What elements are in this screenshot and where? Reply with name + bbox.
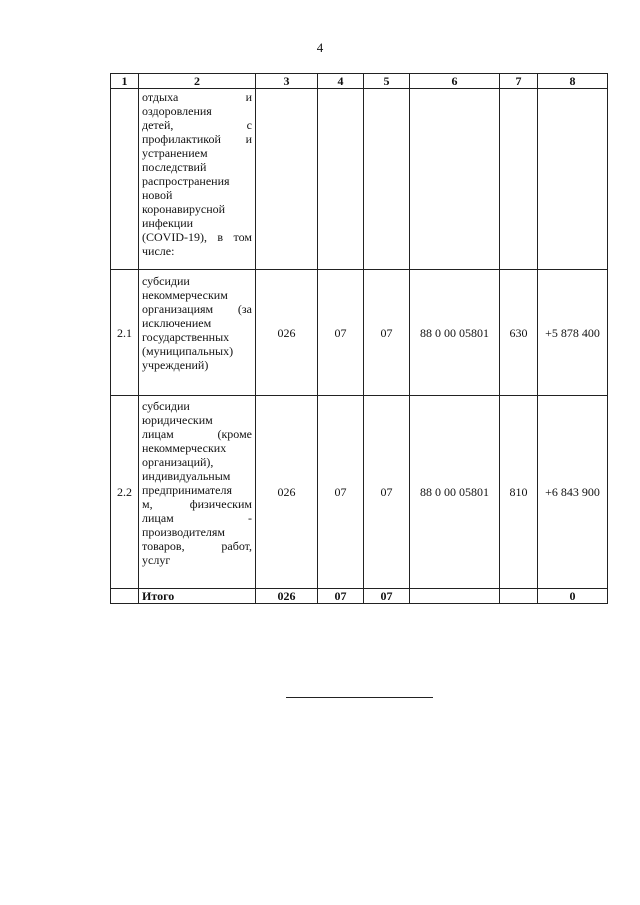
description-line: последствий: [142, 160, 207, 174]
column-header: 8: [538, 74, 608, 89]
header-row: [111, 74, 608, 89]
cell-col5: 07: [364, 270, 410, 396]
description-line: распространения: [142, 174, 230, 188]
table-row: [111, 396, 608, 589]
column-header: 3: [256, 74, 318, 89]
row-description: [139, 89, 256, 270]
description-line: профилактикой и: [142, 132, 252, 146]
row-description: [139, 396, 256, 589]
column-header: 4: [318, 74, 364, 89]
description-line: товаров, работ,: [142, 539, 252, 553]
description-line: юридическим: [142, 413, 213, 427]
description-line: государственных: [142, 330, 230, 344]
column-header: 5: [364, 74, 410, 89]
description-line: инфекции: [142, 216, 194, 230]
description-line: оздоровления: [142, 104, 212, 118]
cell-col5: 07: [364, 396, 410, 589]
cell-col7: 630: [500, 270, 538, 396]
description-line: субсидии: [142, 274, 190, 288]
description-line: производителям: [142, 525, 226, 539]
cell-col4: 07: [318, 589, 364, 604]
table-row-continuation: [111, 89, 608, 270]
cell-col8: [538, 89, 608, 270]
description-line: отдыха и: [142, 90, 252, 104]
cell-col8: 0: [538, 589, 608, 604]
column-header: 2: [139, 74, 256, 89]
description-line: устранением: [142, 146, 208, 160]
description-line: детей, с: [142, 118, 252, 132]
cell-col3: [256, 89, 318, 270]
cell-col4: 07: [318, 396, 364, 589]
cell-col4: 07: [318, 270, 364, 396]
description-line: исключением: [142, 316, 212, 330]
cell-col7: [500, 589, 538, 604]
cell-col6: 88 0 00 05801: [410, 270, 500, 396]
column-header: 6: [410, 74, 500, 89]
row-number: 2.2: [111, 396, 139, 589]
cell-col8: +5 878 400: [538, 270, 608, 396]
row-description: [139, 270, 256, 396]
signature-line: [286, 697, 433, 698]
description-line: коронавирусной: [142, 202, 226, 216]
cell-col5: 07: [364, 589, 410, 604]
cell-col4: [318, 89, 364, 270]
description-line: некоммерческих: [142, 441, 227, 455]
description-line: предпринимателя: [142, 483, 232, 497]
description-line: новой: [142, 188, 173, 202]
description-line: лицам (кроме: [142, 427, 252, 441]
table-row: [111, 270, 608, 396]
cell-col7: 810: [500, 396, 538, 589]
cell-col5: [364, 89, 410, 270]
page-number: 4: [316, 40, 324, 55]
description-line: (COVID-19), в том: [142, 230, 252, 244]
row-number: [111, 89, 139, 270]
description-line: услуг: [142, 553, 171, 567]
description-line: (муниципальных): [142, 344, 234, 358]
cell-col6: [410, 589, 500, 604]
budget-table: [110, 73, 608, 604]
cell-col3: 026: [256, 589, 318, 604]
cell-col3: 026: [256, 270, 318, 396]
description-line: индивидуальным: [142, 469, 231, 483]
total-label: Итого: [139, 589, 256, 604]
description-line: учреждений): [142, 358, 209, 372]
description-line: организациям (за: [142, 302, 252, 316]
column-header: 7: [500, 74, 538, 89]
cell-col8: +6 843 900: [538, 396, 608, 589]
row-number: [111, 589, 139, 604]
description-line: некоммерческим: [142, 288, 228, 302]
total-row: [111, 589, 608, 604]
description-line: числе:: [142, 244, 175, 258]
description-line: организаций),: [142, 455, 214, 469]
cell-col6: [410, 89, 500, 270]
cell-col7: [500, 89, 538, 270]
description-line: субсидии: [142, 399, 190, 413]
description-line: лицам -: [142, 511, 252, 525]
column-header: 1: [111, 74, 139, 89]
cell-col3: 026: [256, 396, 318, 589]
description-line: м, физическим: [142, 497, 252, 511]
row-number: 2.1: [111, 270, 139, 396]
cell-col6: 88 0 00 05801: [410, 396, 500, 589]
